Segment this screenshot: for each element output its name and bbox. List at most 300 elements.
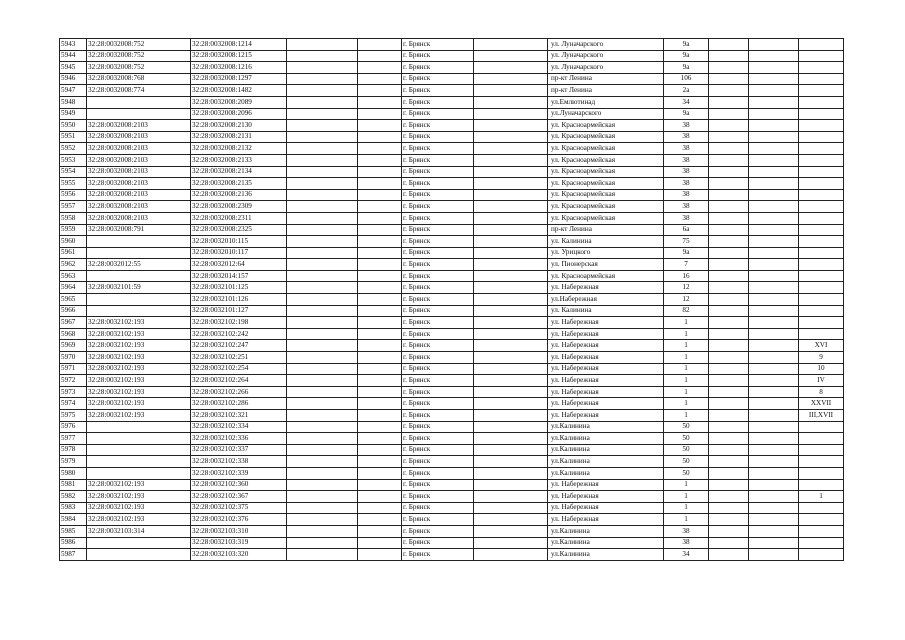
cell-blank-b <box>358 294 402 306</box>
cell-blank-a <box>287 444 358 456</box>
cell-blank-a <box>287 549 358 561</box>
table-row <box>60 444 844 456</box>
cell-blank-b <box>358 62 402 74</box>
cell-house: 106 <box>664 73 709 85</box>
cell-blank-a <box>287 525 358 537</box>
cell-parcel-number <box>87 444 191 456</box>
cell-blank-b <box>358 166 402 178</box>
cell-street: ул. Калинина <box>548 236 664 248</box>
cell-row-number: 5943 <box>60 39 87 51</box>
cell-blank-d <box>709 398 749 410</box>
cell-blank-b <box>358 247 402 259</box>
cell-house: 38 <box>664 154 709 166</box>
cell-object-number: 32:28:0032008:2134 <box>191 166 287 178</box>
cell-blank-e <box>749 282 799 294</box>
cell-street: ул. Красноармейская <box>548 120 664 132</box>
cell-blank-b <box>358 410 402 422</box>
cell-blank-b <box>358 131 402 143</box>
cell-row-number: 5945 <box>60 62 87 74</box>
cell-blank-e <box>749 410 799 422</box>
cell-row-number: 5959 <box>60 224 87 236</box>
cell-extra: III,XVII <box>799 410 844 422</box>
cell-blank-c <box>474 294 548 306</box>
cell-blank-a <box>287 410 358 422</box>
cell-parcel-number: 32:28:0032008:2103 <box>87 131 191 143</box>
cell-parcel-number: 32:28:0032008:752 <box>87 62 191 74</box>
cell-blank-e <box>749 236 799 248</box>
cell-blank-c <box>474 85 548 97</box>
cell-house: 1 <box>664 317 709 329</box>
cell-blank-c <box>474 467 548 479</box>
cell-extra <box>799 305 844 317</box>
cell-blank-d <box>709 305 749 317</box>
cell-blank-d <box>709 375 749 387</box>
cell-street: ул. Набережная <box>548 317 664 329</box>
cell-blank-d <box>709 247 749 259</box>
cell-blank-c <box>474 201 548 213</box>
cell-blank-a <box>287 433 358 445</box>
cell-object-number: 32:28:0032008:2096 <box>191 108 287 120</box>
cell-street: ул. Набережная <box>548 282 664 294</box>
cell-house: 38 <box>664 166 709 178</box>
cell-extra <box>799 201 844 213</box>
cell-house: 82 <box>664 305 709 317</box>
cell-blank-a <box>287 39 358 51</box>
cell-blank-d <box>709 259 749 271</box>
table-row <box>60 467 844 479</box>
cell-blank-c <box>474 525 548 537</box>
cell-blank-a <box>287 328 358 340</box>
cell-blank-b <box>358 189 402 201</box>
cell-city: г. Брянск <box>402 363 474 375</box>
cell-blank-c <box>474 537 548 549</box>
cell-city: г. Брянск <box>402 131 474 143</box>
table-row <box>60 108 844 120</box>
cell-blank-a <box>287 143 358 155</box>
cell-row-number: 5973 <box>60 386 87 398</box>
cell-object-number: 32:28:0032008:2133 <box>191 154 287 166</box>
table-row <box>60 352 844 364</box>
cell-blank-d <box>709 224 749 236</box>
cell-city: г. Брянск <box>402 212 474 224</box>
cell-blank-e <box>749 467 799 479</box>
cell-parcel-number: 32:28:0032012:55 <box>87 259 191 271</box>
cell-row-number: 5961 <box>60 247 87 259</box>
cell-city: г. Брянск <box>402 39 474 51</box>
cell-parcel-number: 32:28:0032102:193 <box>87 491 191 503</box>
cell-blank-a <box>287 456 358 468</box>
cell-parcel-number: 32:28:0032008:774 <box>87 85 191 97</box>
cell-row-number: 5980 <box>60 467 87 479</box>
cell-street: ул. Набережная <box>548 491 664 503</box>
table-row <box>60 525 844 537</box>
cell-blank-e <box>749 502 799 514</box>
cell-extra <box>799 282 844 294</box>
cell-blank-d <box>709 433 749 445</box>
cell-blank-d <box>709 340 749 352</box>
cell-blank-d <box>709 410 749 422</box>
cell-blank-a <box>287 178 358 190</box>
table-row <box>60 201 844 213</box>
cell-blank-c <box>474 340 548 352</box>
cell-object-number: 32:28:0032101:125 <box>191 282 287 294</box>
table-row <box>60 491 844 503</box>
cell-object-number: 32:28:0032008:1297 <box>191 73 287 85</box>
cell-street: ул. Набережная <box>548 363 664 375</box>
cell-blank-c <box>474 62 548 74</box>
table-row <box>60 456 844 468</box>
cell-blank-b <box>358 270 402 282</box>
cell-blank-b <box>358 328 402 340</box>
cell-blank-d <box>709 352 749 364</box>
cell-row-number: 5982 <box>60 491 87 503</box>
table-row <box>60 39 844 51</box>
cell-extra <box>799 178 844 190</box>
cell-blank-e <box>749 514 799 526</box>
cell-blank-d <box>709 50 749 62</box>
cell-parcel-number: 32:28:0032102:193 <box>87 340 191 352</box>
cell-blank-c <box>474 143 548 155</box>
table-row <box>60 120 844 132</box>
cell-blank-d <box>709 328 749 340</box>
cell-house: 34 <box>664 96 709 108</box>
cell-object-number: 32:28:0032102:336 <box>191 433 287 445</box>
cell-parcel-number: 32:28:0032008:752 <box>87 50 191 62</box>
cell-blank-c <box>474 317 548 329</box>
cell-parcel-number: 32:28:0032102:193 <box>87 363 191 375</box>
table-row <box>60 189 844 201</box>
cell-blank-e <box>749 352 799 364</box>
table-row <box>60 270 844 282</box>
cell-row-number: 5972 <box>60 375 87 387</box>
cell-parcel-number: 32:28:0032008:2103 <box>87 120 191 132</box>
cell-blank-d <box>709 421 749 433</box>
cell-extra <box>799 120 844 132</box>
cell-extra <box>799 50 844 62</box>
cell-street: ул. Урицкого <box>548 247 664 259</box>
cell-blank-d <box>709 85 749 97</box>
cell-blank-a <box>287 131 358 143</box>
cell-blank-a <box>287 375 358 387</box>
cell-city: г. Брянск <box>402 259 474 271</box>
cell-extra <box>799 525 844 537</box>
cell-object-number: 32:28:0032012:64 <box>191 259 287 271</box>
cell-object-number: 32:28:0032102:375 <box>191 502 287 514</box>
cell-blank-c <box>474 108 548 120</box>
cell-blank-a <box>287 537 358 549</box>
cell-blank-c <box>474 352 548 364</box>
cell-blank-d <box>709 166 749 178</box>
cell-city: г. Брянск <box>402 491 474 503</box>
table-row <box>60 421 844 433</box>
cell-blank-e <box>749 143 799 155</box>
cell-blank-c <box>474 421 548 433</box>
cell-blank-d <box>709 479 749 491</box>
cell-extra: 10 <box>799 363 844 375</box>
cell-blank-e <box>749 328 799 340</box>
cell-blank-e <box>749 444 799 456</box>
cell-blank-a <box>287 467 358 479</box>
cell-parcel-number: 32:28:0032008:2103 <box>87 166 191 178</box>
cell-row-number: 5969 <box>60 340 87 352</box>
cell-blank-a <box>287 73 358 85</box>
cell-object-number: 32:28:0032102:286 <box>191 398 287 410</box>
cell-extra <box>799 212 844 224</box>
cell-extra <box>799 294 844 306</box>
cell-street: ул. Набережная <box>548 328 664 340</box>
cell-city: г. Брянск <box>402 143 474 155</box>
cell-city: г. Брянск <box>402 502 474 514</box>
cell-house: 1 <box>664 502 709 514</box>
cell-blank-b <box>358 212 402 224</box>
cell-street: ул. Набережная <box>548 352 664 364</box>
cell-row-number: 5979 <box>60 456 87 468</box>
cell-blank-d <box>709 537 749 549</box>
cell-street: ул. Красноармейская <box>548 201 664 213</box>
cell-house: 1 <box>664 386 709 398</box>
cell-house: 9а <box>664 50 709 62</box>
cell-extra <box>799 73 844 85</box>
cell-row-number: 5955 <box>60 178 87 190</box>
cell-extra <box>799 421 844 433</box>
cell-street: ул. Красноармейская <box>548 212 664 224</box>
cell-blank-b <box>358 305 402 317</box>
cell-extra <box>799 131 844 143</box>
table-row <box>60 294 844 306</box>
cell-parcel-number <box>87 96 191 108</box>
cell-street: ул. Луначарского <box>548 39 664 51</box>
cell-object-number: 32:28:0032102:321 <box>191 410 287 422</box>
cell-blank-b <box>358 154 402 166</box>
cell-object-number: 32:28:0032008:2136 <box>191 189 287 201</box>
table-row <box>60 131 844 143</box>
cell-blank-d <box>709 491 749 503</box>
cell-blank-b <box>358 444 402 456</box>
cell-object-number: 32:28:0032102:247 <box>191 340 287 352</box>
cell-street: ул.Луначарского <box>548 108 664 120</box>
table-row <box>60 340 844 352</box>
cell-row-number: 5975 <box>60 410 87 422</box>
cell-parcel-number <box>87 467 191 479</box>
table-row <box>60 537 844 549</box>
cell-object-number: 32:28:0032102:360 <box>191 479 287 491</box>
cell-blank-e <box>749 224 799 236</box>
cell-city: г. Брянск <box>402 410 474 422</box>
cell-blank-e <box>749 85 799 97</box>
cell-object-number: 32:28:0032008:1216 <box>191 62 287 74</box>
cell-parcel-number: 32:28:0032008:2103 <box>87 201 191 213</box>
cell-blank-b <box>358 502 402 514</box>
table-row <box>60 154 844 166</box>
cell-blank-d <box>709 282 749 294</box>
cell-house: 1 <box>664 363 709 375</box>
cell-blank-d <box>709 120 749 132</box>
cell-city: г. Брянск <box>402 50 474 62</box>
cell-blank-c <box>474 166 548 178</box>
cell-house: 38 <box>664 212 709 224</box>
cell-street: ул. Луначарского <box>548 62 664 74</box>
cell-object-number: 32:28:0032102:367 <box>191 491 287 503</box>
cell-street: ул.Калинина <box>548 456 664 468</box>
cell-row-number: 5966 <box>60 305 87 317</box>
cell-extra <box>799 39 844 51</box>
cell-blank-c <box>474 456 548 468</box>
cell-blank-e <box>749 479 799 491</box>
cell-row-number: 5965 <box>60 294 87 306</box>
cell-blank-d <box>709 525 749 537</box>
cell-extra <box>799 514 844 526</box>
cell-blank-e <box>749 166 799 178</box>
cell-blank-a <box>287 479 358 491</box>
cell-parcel-number <box>87 247 191 259</box>
cell-row-number: 5962 <box>60 259 87 271</box>
cell-object-number: 32:28:0032101:127 <box>191 305 287 317</box>
cell-blank-d <box>709 73 749 85</box>
table-row <box>60 73 844 85</box>
cell-blank-c <box>474 224 548 236</box>
cell-house: 38 <box>664 143 709 155</box>
cell-city: г. Брянск <box>402 421 474 433</box>
cell-city: г. Брянск <box>402 154 474 166</box>
cell-blank-e <box>749 62 799 74</box>
cell-blank-e <box>749 525 799 537</box>
cell-city: г. Брянск <box>402 85 474 97</box>
cell-object-number: 32:28:0032101:126 <box>191 294 287 306</box>
cell-blank-c <box>474 189 548 201</box>
cell-blank-b <box>358 467 402 479</box>
cell-row-number: 5948 <box>60 96 87 108</box>
cell-street: ул. Красноармейская <box>548 189 664 201</box>
cell-house: 9а <box>664 39 709 51</box>
cell-blank-b <box>358 363 402 375</box>
cell-extra <box>799 317 844 329</box>
table-row <box>60 375 844 387</box>
cell-blank-c <box>474 444 548 456</box>
cell-row-number: 5974 <box>60 398 87 410</box>
cell-row-number: 5986 <box>60 537 87 549</box>
cell-blank-a <box>287 166 358 178</box>
cell-blank-a <box>287 85 358 97</box>
cell-city: г. Брянск <box>402 514 474 526</box>
cell-object-number: 32:28:0032010:115 <box>191 236 287 248</box>
cell-city: г. Брянск <box>402 352 474 364</box>
cell-parcel-number <box>87 108 191 120</box>
cell-house: 9а <box>664 62 709 74</box>
cell-row-number: 5960 <box>60 236 87 248</box>
cell-city: г. Брянск <box>402 282 474 294</box>
cell-street: ул.Калинина <box>548 525 664 537</box>
cell-row-number: 5946 <box>60 73 87 85</box>
cell-house: 1 <box>664 479 709 491</box>
cell-parcel-number: 32:28:0032008:2103 <box>87 154 191 166</box>
cell-row-number: 5964 <box>60 282 87 294</box>
cell-house: 50 <box>664 421 709 433</box>
cell-house: 50 <box>664 456 709 468</box>
cell-city: г. Брянск <box>402 236 474 248</box>
cell-extra <box>799 479 844 491</box>
cell-blank-e <box>749 305 799 317</box>
cell-object-number: 32:28:0032008:2311 <box>191 212 287 224</box>
cell-house: 16 <box>664 270 709 282</box>
cell-object-number: 32:28:0032008:2130 <box>191 120 287 132</box>
cell-blank-d <box>709 189 749 201</box>
cell-street: пр-кт Ленина <box>548 73 664 85</box>
cell-house: 7 <box>664 259 709 271</box>
cell-blank-a <box>287 282 358 294</box>
cell-parcel-number: 32:28:0032008:2103 <box>87 212 191 224</box>
table-row <box>60 85 844 97</box>
cell-blank-b <box>358 317 402 329</box>
cell-object-number: 32:28:0032103:320 <box>191 549 287 561</box>
cell-house: 9а <box>664 108 709 120</box>
cell-blank-b <box>358 456 402 468</box>
table-row <box>60 479 844 491</box>
cell-blank-d <box>709 467 749 479</box>
cell-blank-d <box>709 96 749 108</box>
cell-house: 9а <box>664 247 709 259</box>
cell-blank-c <box>474 247 548 259</box>
cell-city: г. Брянск <box>402 62 474 74</box>
cell-object-number: 32:28:0032102:254 <box>191 363 287 375</box>
cell-parcel-number: 32:28:0032102:193 <box>87 352 191 364</box>
cell-blank-e <box>749 537 799 549</box>
cell-blank-d <box>709 212 749 224</box>
cell-parcel-number: 32:28:0032102:193 <box>87 514 191 526</box>
cell-object-number: 32:28:0032008:1482 <box>191 85 287 97</box>
cell-row-number: 5984 <box>60 514 87 526</box>
cell-blank-e <box>749 212 799 224</box>
cell-parcel-number: 32:28:0032008:2103 <box>87 189 191 201</box>
cell-street: ул.Набережная <box>548 294 664 306</box>
table-row <box>60 236 844 248</box>
cell-row-number: 5947 <box>60 85 87 97</box>
cell-blank-a <box>287 386 358 398</box>
cell-blank-b <box>358 236 402 248</box>
cell-row-number: 5954 <box>60 166 87 178</box>
cell-blank-b <box>358 201 402 213</box>
cell-city: г. Брянск <box>402 444 474 456</box>
cell-house: 38 <box>664 525 709 537</box>
table-row <box>60 259 844 271</box>
cell-blank-d <box>709 201 749 213</box>
cell-parcel-number: 32:28:0032102:193 <box>87 317 191 329</box>
cell-city: г. Брянск <box>402 479 474 491</box>
cell-street: ул. Набережная <box>548 502 664 514</box>
cell-parcel-number: 32:28:0032008:768 <box>87 73 191 85</box>
cell-object-number: 32:28:0032008:2325 <box>191 224 287 236</box>
cell-object-number: 32:28:0032008:2135 <box>191 178 287 190</box>
cell-blank-e <box>749 73 799 85</box>
cell-city: г. Брянск <box>402 120 474 132</box>
table-row <box>60 410 844 422</box>
cell-extra <box>799 189 844 201</box>
cell-blank-a <box>287 363 358 375</box>
cell-parcel-number: 32:28:0032008:2103 <box>87 143 191 155</box>
cell-row-number: 5971 <box>60 363 87 375</box>
cell-blank-a <box>287 514 358 526</box>
cell-blank-e <box>749 201 799 213</box>
cell-house: 38 <box>664 178 709 190</box>
cell-blank-e <box>749 317 799 329</box>
cell-house: 1 <box>664 340 709 352</box>
cell-blank-c <box>474 73 548 85</box>
cell-city: г. Брянск <box>402 537 474 549</box>
cell-street: ул.Калинина <box>548 537 664 549</box>
table-row <box>60 178 844 190</box>
table-row <box>60 212 844 224</box>
cell-city: г. Брянск <box>402 317 474 329</box>
cell-blank-d <box>709 514 749 526</box>
